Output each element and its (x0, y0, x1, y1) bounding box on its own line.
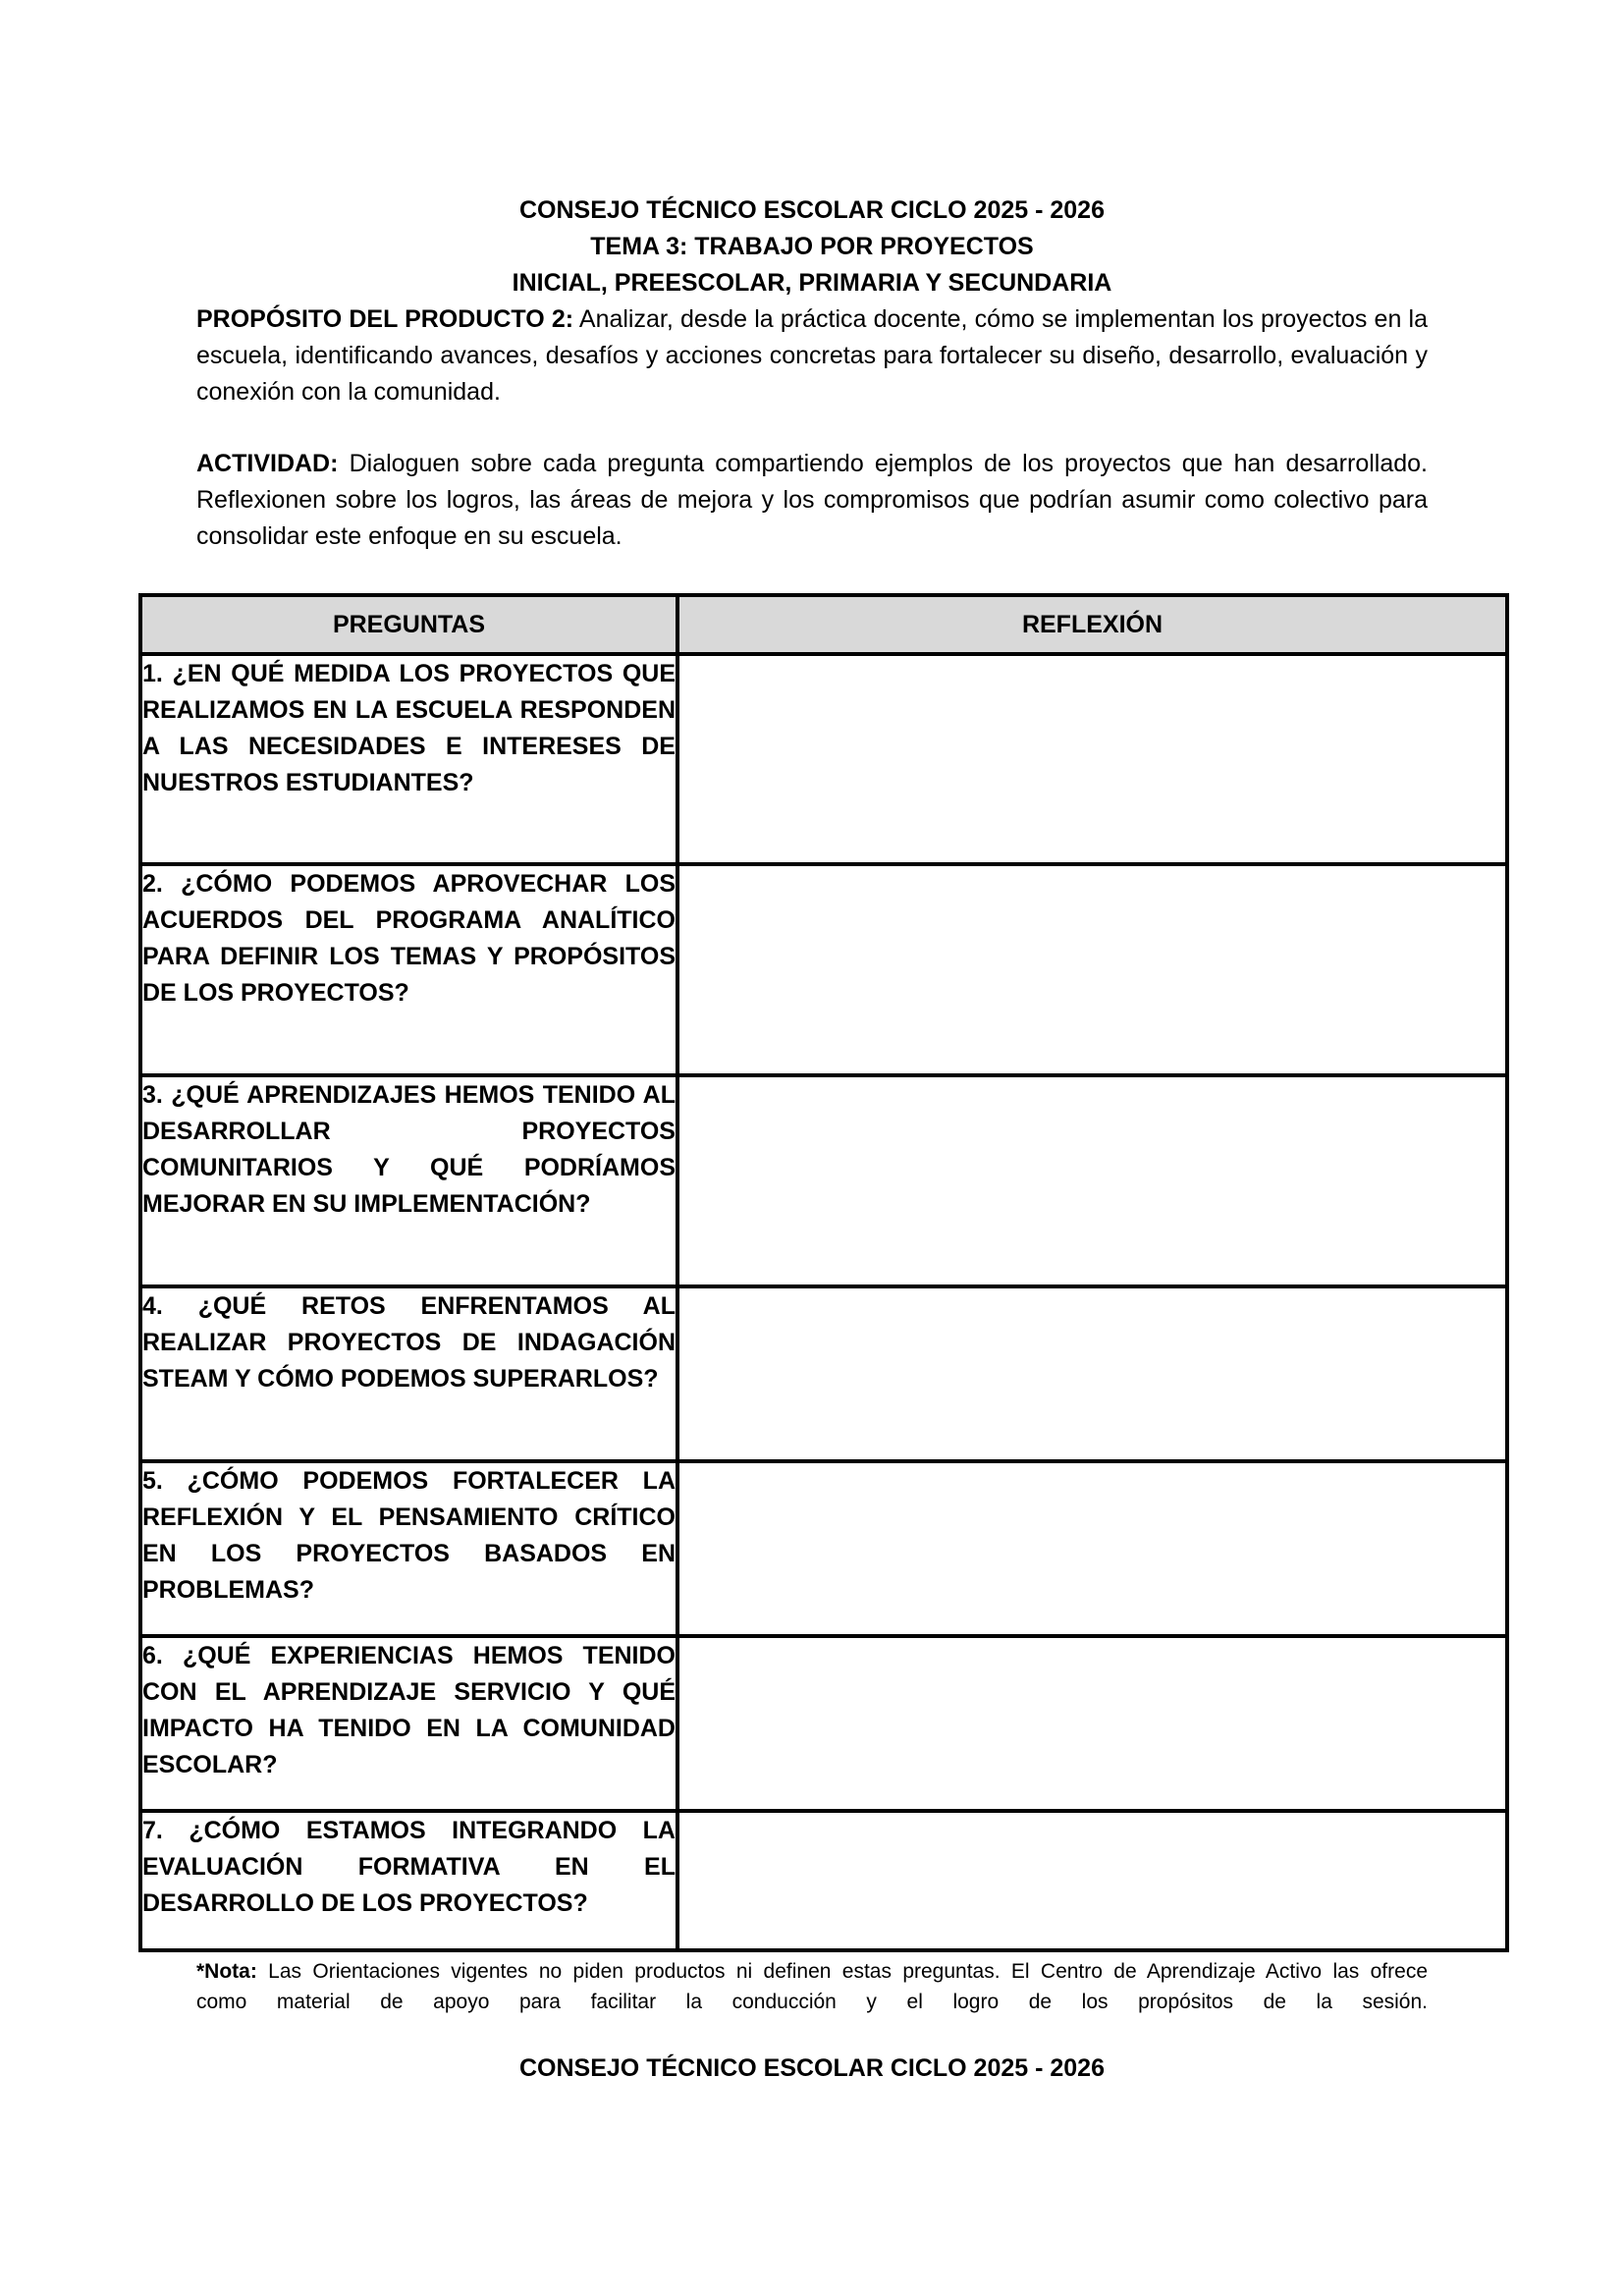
question-cell: 7. ¿CÓMO ESTAMOS INTEGRANDO LA EVALUACIÓN FORMATIVA EN EL DESARROLLO DE LOS PROYECTOS? (140, 1811, 677, 1950)
question-cell: 1. ¿EN QUÉ MEDIDA LOS PROYECTOS QUE REALIZAMOS EN LA ESCUELA RESPONDEN A LAS NECESIDADES E INTERESES DE NUESTROS ESTUDIANTES? (140, 654, 677, 864)
purpose-label: PROPÓSITO DEL PRODUCTO 2: (196, 305, 574, 333)
reflection-cell[interactable] (677, 1811, 1507, 1950)
table-row (140, 654, 1507, 864)
reflection-cell[interactable] (677, 654, 1507, 864)
document-header (0, 192, 1624, 301)
table-row (140, 1286, 1507, 1461)
question-cell: 4. ¿QUÉ RETOS ENFRENTAMOS AL REALIZAR PROYECTOS DE INDAGACIÓN STEAM Y CÓMO PODEMOS SUPERARLOS? (140, 1286, 677, 1461)
header-preguntas: PREGUNTAS (140, 595, 677, 654)
title-line-2: TEMA 3: TRABAJO POR PROYECTOS (590, 233, 1034, 260)
table-row (140, 1811, 1507, 1950)
note-label: *Nota: (196, 1960, 257, 1983)
activity-paragraph (196, 446, 1428, 555)
table-row (140, 1461, 1507, 1636)
reflection-cell[interactable] (677, 1075, 1507, 1286)
purpose-paragraph (196, 301, 1428, 410)
question-cell: 3. ¿QUÉ APRENDIZAJES HEMOS TENIDO AL DESARROLLAR PROYECTOS COMUNITARIOS Y QUÉ PODRÍAMOS MEJORAR EN SU IMPLEMENTACIÓN? (140, 1075, 677, 1286)
reflection-cell[interactable] (677, 864, 1507, 1075)
note-line-2: como material de apoyo para facilitar la conducción y el logro de los propósitos de la sesión. (196, 1991, 1428, 2013)
activity-label: ACTIVIDAD: (196, 450, 339, 477)
question-cell: 5. ¿CÓMO PODEMOS FORTALECER LA REFLEXIÓN Y EL PENSAMIENTO CRÍTICO EN LOS PROYECTOS BASADOS EN PROBLEMAS? (140, 1461, 677, 1636)
reflection-cell[interactable] (677, 1636, 1507, 1811)
title-line-1: CONSEJO TÉCNICO ESCOLAR CICLO 2025 - 2026 (519, 196, 1105, 224)
table-row (140, 864, 1507, 1075)
table-row (140, 1075, 1507, 1286)
footnote (196, 1956, 1428, 2017)
question-cell: 2. ¿CÓMO PODEMOS APROVECHAR LOS ACUERDOS DEL PROGRAMA ANALÍTICO PARA DEFINIR LOS TEMAS Y PROPÓSITOS DE LOS PROYECTOS? (140, 864, 677, 1075)
reflection-cell[interactable] (677, 1286, 1507, 1461)
table-header-row (140, 595, 1507, 654)
question-cell: 6. ¿QUÉ EXPERIENCIAS HEMOS TENIDO CON EL APRENDIZAJE SERVICIO Y QUÉ IMPACTO HA TENIDO EN LA COMUNIDAD ESCOLAR? (140, 1636, 677, 1811)
table-row (140, 1636, 1507, 1811)
activity-text: Dialoguen sobre cada pregunta compartiendo ejemplos de los proyectos que han desarrollado. Reflexionen sobre los logros, las áreas de mejora y los compromisos que podrían asumir como colectivo para consolidar este enfoque en su escuela. (196, 450, 1428, 550)
purpose-text: Analizar, desde la práctica docente, cómo se implementan los proyectos en la escuela, identificando avances, desafíos y acciones concretas para fortalecer su diseño, desarrollo, evaluación y conexión con la comunidad. (196, 305, 1428, 406)
reflection-cell[interactable] (677, 1461, 1507, 1636)
questions-table (138, 593, 1509, 1952)
title-line-3: INICIAL, PREESCOLAR, PRIMARIA Y SECUNDARIA (512, 269, 1112, 297)
footer-title: CONSEJO TÉCNICO ESCOLAR CICLO 2025 - 2026 (519, 2054, 1105, 2082)
header-reflexion: REFLEXIÓN (677, 595, 1507, 654)
note-line-1: Las Orientaciones vigentes no piden productos ni definen estas preguntas. El Centro de Aprendizaje Activo las ofrece (256, 1960, 1428, 1983)
